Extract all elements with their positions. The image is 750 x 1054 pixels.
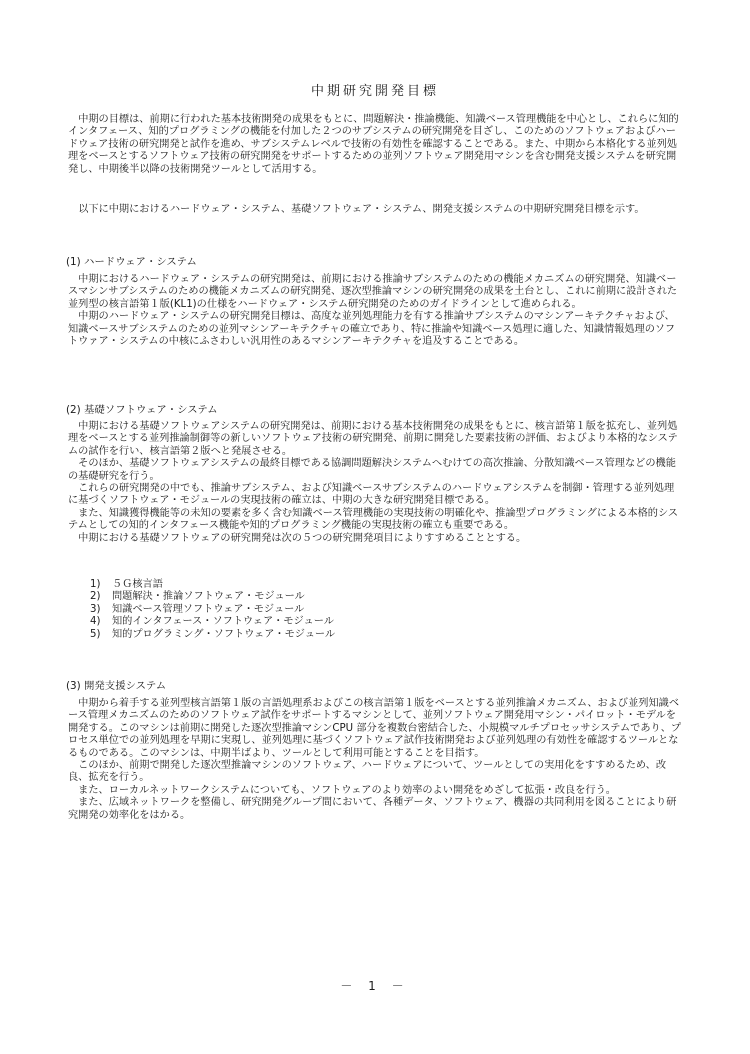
list-item: 2) 問題解決・推論ソフトウェア・モジュール [90, 591, 305, 603]
page-title: 中期研究開発目標 [310, 84, 439, 99]
list-item: 4) 知的インタフェース・ソフトウェア・モジュール [90, 616, 334, 628]
list-item: 1) ５Ｇ核言語 [90, 579, 163, 590]
section-heading-software: (2) 基礎ソフトウェア・システム [66, 404, 218, 416]
section-heading-hardware: (1) ハードウェア・システム [66, 256, 197, 268]
section-body-dev-support: 中期から着手する並列型核言語第１版の言語処理系およびこの核言語第１版をベースとする並列推論メカニズム、および並列知識ベース管理メカニズムのためのソフトウェア試作をサポートするマシンとして、並列ソフトウェア開発用マシン・パイロット・モデルを開発する。このマシンは前期に開発した逐次型推論マシンCPU 部分を複数台密結合した、小規模マルチプロセッサシステムであり、プロセス単位での並列処理を早期に実現し、並列処理に基づくソフトウェア試作技術開発および並列処理の有効性を確認するツールとなるものである。このマシンは、中期半ばより、ツールとして利用可能とすることを目指す。 このほか、前期で開発した逐次型推論マシンのソフトウェア、ハードウェアについて、ツールとしての実用化をすすめるため、改良、拡充を行う。 また、ローカルネットワークシステムについても、ソフトウェアのより効率のよい開発をめざして拡張・改良を行う。 また、広域ネットワークを整備し、研究開発グループ間において、各種データ、ソフトウェア、機器の共同利用を図ることにより研究開発の効率化をはかる。 [68, 698, 682, 821]
section-body-hardware: 中期におけるハードウェア・システムの研究開発は、前期における推論サブシステムのための機能メカニズムの研究開発、知識ベースマシンサブシステムのための機能メカニズムの研究開発、逐次型推論マシンの研究開発の成果を土台とし、これに前期に設計された並列型の核言語第１版(KL1)の仕様をハードウェア・システム研究開発のためのガイドラインとして進められる。 中期のハードウェア・システムの研究開発目標は、高度な並列処理能力を有する推論サブシステムのマシンアーキテクチャおよび、知識ベースサブシステムのための並列マシンアーキテクチャの確立であり、特に推論や知識ベース処理に適した、知識情報処理のソフトウァア・システムの中核にふさわしい汎用性のあるマシンアーキテクチャを追及することである。 [68, 274, 678, 348]
page-number: － 1 － [340, 979, 410, 993]
list-item: 3) 知識ベース管理ソフトウェア・モジュール [90, 603, 305, 615]
section-heading-dev-support: (3) 開発支援システム [66, 680, 167, 692]
list-item: 5) 知的プログラミング・ソフトウェア・モジュール [90, 628, 336, 640]
intro-paragraph-2: 以下に中期におけるハードウェア・システム、基礎ソフトウェア・システム、開発支援システムの中期研究開発目標を示す。 [78, 204, 645, 215]
intro-paragraph-1: 中期の目標は、前期に行われた基本技術開発の成果をもとに、問題解決・推論機能、知識ベース管理機能を中心とし、これらに知的インタフェース、知的プログラミングの機能を付加した２つのサブシステムの研究開発を目ざし、このためのソフトウェアおよびハードウェア技術の研究開発と試作を進め、サブシステムレベルで技術の有効性を確認することである。また、中期から本格化する並列処理をベースとするソフトウェア技術の研究開発をサポートするための並列ソフトウェア開発用マシンを含む開発支援システムを研究開発し、中期後半以降の技術開発ツールとして活用する。 [68, 114, 679, 175]
section-body-software: 中期における基礎ソフトウェアシステムの研究開発は、前期における基本技術開発の成果をもとに、核言語第１版を拡充し、並列処理をベースとする並列推論制御等の新しいソフトウェア技術の研究開発、前期に開発した要素技術の評価、およびより本格的なシステムの試作を行い、核言語第２版へと発展させる。 そのほか、基礎ソフトウェアシステムの最終目標である協調問題解決システムへむけての高次推論、分散知識ベース管理などの機能の基礎研究を行う。 これらの研究開発の中でも、推論サブシステム、および知識ベースサブシステムのハードウェアシステムを制御・管理する並列処理に基づくソフトウェア・モジュールの実現技術の確立は、中期の大きな研究開発目標である。 また、知識獲得機能等の未知の要素を多く含む知識ベース管理機能の実現技術の明確化や、推論型プログラミングによる本格的システムとしての知的インタフェース機能や知的プログラミング機能の実現技術の確立も重要である。 中期における基礎ソフトウェアの研究開発は次の５つの研究開発項目によりすすめることとする。 [68, 421, 679, 544]
research-item-list [90, 579, 335, 641]
